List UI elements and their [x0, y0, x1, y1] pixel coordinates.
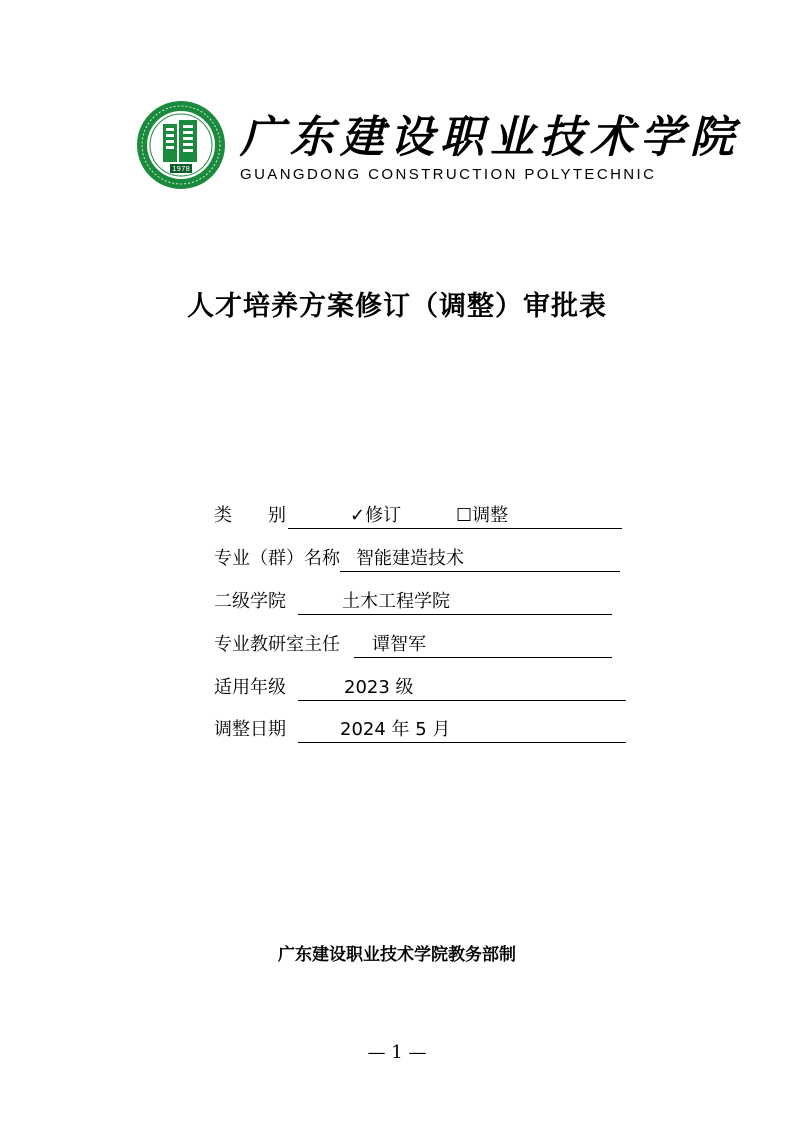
date-label: 调整日期 [214, 719, 286, 740]
field-grade [214, 675, 626, 701]
date-value: 2024 年 5 月 [340, 719, 451, 740]
college-logo-emblem [136, 100, 226, 190]
option-adjust-unchecked[interactable]: ☐调整 [456, 505, 509, 526]
page-number: — 1 — [367, 1042, 427, 1063]
director-underline [354, 632, 612, 658]
major-underline [340, 546, 620, 572]
category-label: 类 别 [214, 505, 286, 526]
major-label: 专业（群）名称 [214, 548, 340, 569]
director-label: 专业教研室主任 [214, 634, 340, 655]
college-underline [298, 589, 612, 615]
college-name-cn: 广东建设职业技术学院 [240, 112, 740, 163]
college-label: 二级学院 [214, 591, 286, 612]
issuer-footer: 广东建设职业技术学院教务部制 [278, 945, 516, 965]
field-college [214, 589, 614, 615]
grade-underline [298, 675, 626, 701]
option-revise-checked[interactable]: ✓修订 [350, 505, 402, 526]
field-date [214, 717, 626, 743]
college-value: 土木工程学院 [342, 591, 450, 612]
document-title: 人才培养方案修订（调整）审批表 [187, 291, 607, 322]
director-value: 谭智军 [372, 634, 426, 655]
category-underline [288, 503, 622, 529]
date-underline [298, 717, 626, 743]
grade-label: 适用年级 [214, 677, 286, 698]
college-name-en: GUANGDONG CONSTRUCTION POLYTECHNIC [240, 166, 657, 183]
logo-year: 1978 [172, 165, 190, 173]
field-category [214, 503, 624, 529]
grade-value: 2023 级 [344, 677, 414, 698]
major-value: 智能建造技术 [356, 548, 464, 569]
field-major [214, 546, 624, 572]
field-director [214, 632, 614, 658]
